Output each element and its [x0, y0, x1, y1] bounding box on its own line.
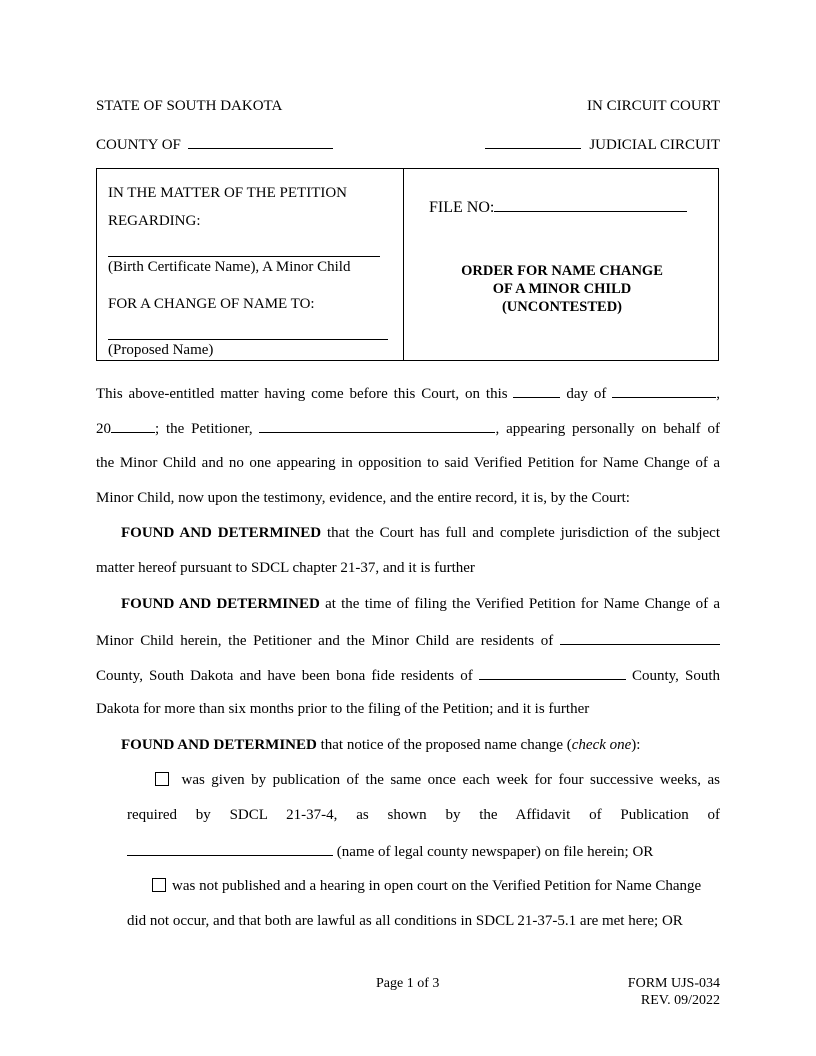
finding-3-line-1 [121, 737, 640, 754]
file-no-line [429, 198, 687, 217]
body-text: , appearing personally on behalf of [495, 421, 721, 437]
month-blank[interactable] [612, 384, 716, 398]
newspaper-blank[interactable] [127, 842, 333, 856]
finding-2-line-3 [96, 666, 720, 685]
form-number: FORM UJS-034 [627, 976, 720, 991]
matter-line1: IN THE MATTER OF THE PETITION [108, 185, 348, 201]
not-published-checkbox[interactable] [152, 878, 166, 892]
state-heading: STATE OF SOUTH DAKOTA [96, 98, 283, 114]
option-1-line-3 [127, 842, 653, 861]
option-2-line-1 [152, 878, 701, 895]
found-label: FOUND AND DETERMINED [121, 737, 317, 753]
body-text: was given by publication of the same once each week for four successive weeks, as [181, 772, 720, 788]
option-1-line-1 [155, 772, 720, 789]
order-title-line2: OF A MINOR CHILD [492, 281, 632, 297]
proposed-name-label: (Proposed Name) [108, 342, 214, 358]
body-text: County, South Dakota and have been bona fide residents of [96, 668, 473, 684]
change-to-label: FOR A CHANGE OF NAME TO: [108, 296, 315, 312]
body-text: was not published and a hearing in open court on the Verified Petition for Name Change [172, 878, 702, 894]
residence-county-blank[interactable] [560, 631, 720, 645]
circuit-blank[interactable] [485, 135, 581, 149]
body-text: ): [631, 737, 641, 753]
body-line-2 [96, 419, 720, 438]
publication-checkbox[interactable] [155, 772, 169, 786]
body-text: ; the Petitioner, [155, 421, 253, 437]
body-text: at the time of filing the Verified Petition for Name Change of a [325, 596, 721, 612]
circuit-label: JUDICIAL CIRCUIT [589, 137, 720, 153]
finding-2-line-2 [96, 631, 720, 650]
court-heading: IN CIRCUIT COURT [587, 98, 720, 114]
body-text: , [716, 386, 721, 402]
bona-fide-county-blank[interactable] [479, 666, 626, 680]
county-blank[interactable] [188, 135, 333, 149]
county-label: COUNTY OF [96, 137, 181, 153]
found-label: FOUND AND DETERMINED [121, 525, 322, 541]
found-label: FOUND AND DETERMINED [121, 596, 320, 612]
finding-2-line-1 [121, 596, 720, 613]
body-line-4: Minor Child, now upon the testimony, evidence, and the entire record, it is, by the Court: [96, 490, 630, 506]
body-text: that the Court has full and complete jurisdiction of the subject [327, 525, 720, 541]
option-2-line-2: did not occur, and that both are lawful as all conditions in SDCL 21-37-5.1 are met here; OR [127, 913, 683, 929]
finding-1-line-2: matter hereof pursuant to SDCL chapter 21-37, and it is further [96, 560, 475, 576]
body-text: 20 [96, 421, 111, 437]
revision-date: REV. 09/2022 [640, 993, 720, 1008]
body-text: day of [566, 386, 607, 402]
petitioner-blank[interactable] [259, 419, 495, 433]
matter-line2: REGARDING: [108, 213, 201, 229]
file-no-label: FILE NO: [429, 199, 495, 216]
birth-name-blank[interactable] [108, 256, 380, 257]
option-1-line-2: required by SDCL 21-37-4, as shown by the Affidavit of Publication of [127, 807, 720, 823]
body-text: This above-entitled matter having come before this Court, on this [96, 386, 508, 402]
check-one-text: check one [571, 737, 632, 753]
order-title-line3: (UNCONTESTED) [501, 299, 623, 315]
finding-1-line-1 [121, 525, 720, 542]
body-line-1 [96, 384, 720, 403]
body-line-3: the Minor Child and no one appearing in opposition to said Verified Petition for Name Change of a [96, 455, 720, 471]
finding-2-line-4: Dakota for more than six months prior to the filing of the Petition; and it is further [96, 701, 590, 717]
page-number: Page 1 of 3 [376, 976, 440, 991]
year-blank[interactable] [111, 419, 155, 433]
body-text: Minor Child herein, the Petitioner and the Minor Child are residents of [96, 633, 554, 649]
order-title-line1: ORDER FOR NAME CHANGE [461, 263, 663, 279]
body-text: that notice of the proposed name change ( [320, 737, 572, 753]
circuit-line [485, 135, 720, 154]
birth-name-label: (Birth Certificate Name), A Minor Child [108, 259, 351, 275]
body-text: (name of legal county newspaper) on file herein; OR [336, 844, 654, 860]
county-line [96, 135, 333, 154]
file-no-blank[interactable] [494, 198, 687, 212]
day-blank[interactable] [513, 384, 560, 398]
proposed-name-blank[interactable] [108, 339, 388, 340]
body-text: County, South [631, 668, 721, 684]
